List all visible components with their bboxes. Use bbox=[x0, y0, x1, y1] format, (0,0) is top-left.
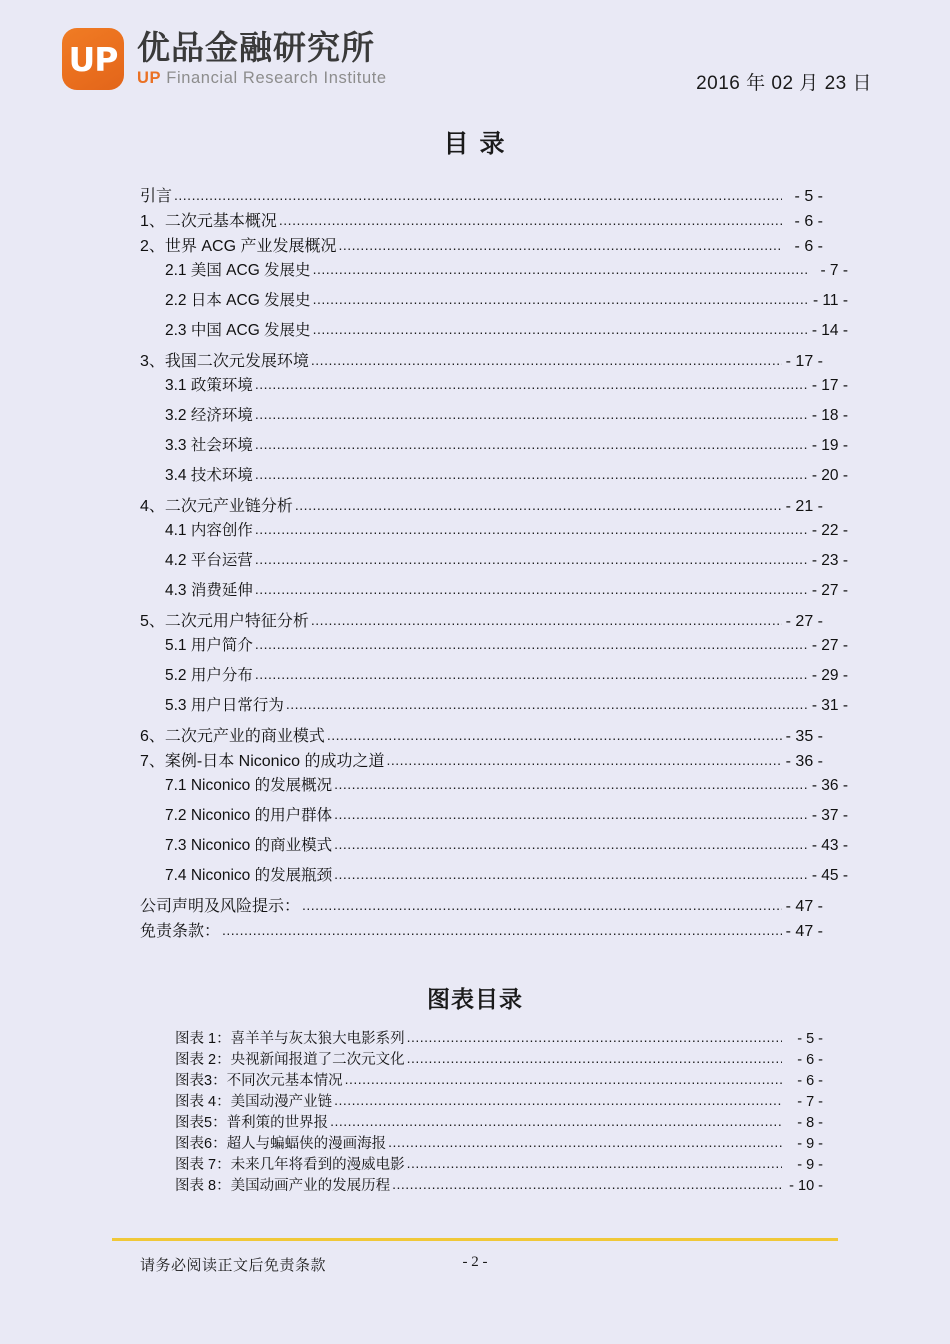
figure-entry[interactable] bbox=[175, 1027, 823, 1048]
toc-entry[interactable] bbox=[140, 493, 823, 518]
figure-entry-page: - 6 - bbox=[797, 1052, 823, 1068]
toc-entry-label: 5.1 用户简介 bbox=[165, 637, 253, 654]
leader-dots bbox=[255, 521, 807, 537]
figure-index-heading: 图表目录 bbox=[427, 986, 523, 1012]
leader-dots bbox=[338, 237, 782, 253]
figure-entry-page: - 9 - bbox=[797, 1157, 823, 1173]
toc-entry[interactable] bbox=[140, 723, 823, 748]
figure-entry-page: - 9 - bbox=[797, 1136, 823, 1152]
leader-dots bbox=[255, 376, 807, 392]
leader-dots bbox=[334, 836, 807, 852]
leader-dots bbox=[386, 752, 782, 768]
toc-entry-page: - 43 - bbox=[811, 837, 848, 854]
toc-entry-label: 4.2 平台运营 bbox=[165, 552, 253, 569]
leader-dots bbox=[255, 636, 807, 652]
toc-entry[interactable] bbox=[140, 833, 848, 863]
figure-entry[interactable] bbox=[175, 1111, 823, 1132]
figure-entry-label: 图表 8：美国动画产业的发展历程 bbox=[175, 1178, 391, 1194]
toc-entry-page: - 36 - bbox=[811, 777, 848, 794]
toc-entry-label: 7.2 Niconico 的用户群体 bbox=[165, 807, 333, 824]
figure-entry-page: - 6 - bbox=[797, 1073, 823, 1089]
leader-dots bbox=[407, 1050, 782, 1066]
leader-dots bbox=[302, 897, 782, 913]
toc-entry-page: - 23 - bbox=[811, 552, 848, 569]
toc-entry-label: 5.3 用户日常行为 bbox=[165, 697, 284, 714]
page-footer bbox=[112, 1252, 838, 1282]
leader-dots bbox=[407, 1155, 782, 1171]
leader-dots bbox=[255, 406, 807, 422]
leader-dots bbox=[279, 212, 782, 228]
toc-entry-page: - 31 - bbox=[811, 697, 848, 714]
brand-logo bbox=[62, 28, 387, 90]
toc-entry-page: - 35 - bbox=[785, 728, 823, 745]
toc-entry-label: 5.2 用户分布 bbox=[165, 667, 253, 684]
toc-entry-page: - 47 - bbox=[785, 898, 823, 915]
footer-disclaimer-note: 请务必阅读正文后免责条款 bbox=[140, 1258, 327, 1274]
figure-entry[interactable] bbox=[175, 1048, 823, 1069]
figure-entry-label: 图表 1：喜羊羊与灰太狼大电影系列 bbox=[175, 1031, 405, 1047]
toc-entry-page: - 6 - bbox=[794, 213, 823, 230]
figure-entry[interactable] bbox=[175, 1090, 823, 1111]
leader-dots bbox=[255, 581, 807, 597]
leader-dots bbox=[295, 497, 782, 513]
toc-entry-page: - 45 - bbox=[811, 867, 848, 884]
figure-entry-label: 图表5：普利策的世界报 bbox=[175, 1115, 329, 1131]
toc-entry-label: 5、二次元用户特征分析 bbox=[140, 613, 309, 630]
toc-entry-label: 7.3 Niconico 的商业模式 bbox=[165, 837, 333, 854]
toc-entry-page: - 36 - bbox=[785, 753, 823, 770]
toc-entry-page: - 18 - bbox=[811, 407, 848, 424]
toc-entry-page: - 29 - bbox=[811, 667, 848, 684]
toc-entry[interactable] bbox=[140, 183, 823, 208]
logo-mark-text: UP bbox=[68, 39, 118, 79]
toc-entry-label: 3.4 技术环境 bbox=[165, 467, 253, 484]
toc-entry[interactable] bbox=[140, 403, 848, 433]
leader-dots bbox=[313, 291, 807, 307]
toc-entry-page: - 7 - bbox=[820, 262, 848, 279]
toc-entry[interactable] bbox=[140, 433, 848, 463]
toc-entry-label: 2.2 日本 ACG 发展史 bbox=[165, 292, 311, 309]
toc-entry[interactable] bbox=[140, 748, 823, 773]
leader-dots bbox=[311, 352, 782, 368]
toc-entry[interactable] bbox=[140, 318, 848, 348]
toc-entry[interactable] bbox=[140, 208, 823, 233]
toc-entry-label: 公司声明及风险提示： bbox=[140, 898, 301, 915]
toc-entry-page: - 14 - bbox=[811, 322, 848, 339]
toc-entry[interactable] bbox=[140, 518, 848, 548]
leader-dots bbox=[286, 696, 807, 712]
toc-entry-label: 引言 bbox=[140, 188, 173, 205]
toc-entry-label: 2.3 中国 ACG 发展史 bbox=[165, 322, 311, 339]
toc-entry[interactable] bbox=[140, 803, 848, 833]
leader-dots bbox=[255, 436, 807, 452]
leader-dots bbox=[311, 612, 782, 628]
brand-text-block bbox=[137, 30, 387, 89]
toc-entry-page: - 19 - bbox=[811, 437, 848, 454]
toc-entry[interactable] bbox=[140, 233, 823, 258]
leader-dots bbox=[388, 1134, 782, 1150]
toc-entry[interactable] bbox=[140, 608, 823, 633]
toc-entry-page: - 17 - bbox=[811, 377, 848, 394]
leader-dots bbox=[392, 1176, 782, 1192]
figure-entry-label: 图表 2：央视新闻报道了二次元文化 bbox=[175, 1052, 405, 1068]
leader-dots bbox=[222, 922, 782, 938]
toc-entry-label: 4、二次元产业链分析 bbox=[140, 498, 293, 515]
leader-dots bbox=[334, 776, 807, 792]
toc-entry-label: 3.1 政策环境 bbox=[165, 377, 253, 394]
toc-entry-page: - 20 - bbox=[811, 467, 848, 484]
toc-entry-page: - 27 - bbox=[811, 637, 848, 654]
toc-entry-page: - 11 - bbox=[812, 292, 848, 309]
brand-name-en bbox=[137, 69, 387, 89]
figure-entry-label: 图表3：不同次元基本情况 bbox=[175, 1073, 343, 1089]
brand-name-cn: 优品金融研究所 bbox=[137, 28, 375, 66]
toc-heading: 目 录 bbox=[443, 130, 507, 158]
figure-entry[interactable] bbox=[175, 1069, 823, 1090]
toc-entry-page: - 47 - bbox=[785, 923, 823, 940]
figure-entry-label: 图表 4：美国动漫产业链 bbox=[175, 1094, 333, 1110]
footer-page-number: - 2 - bbox=[462, 1254, 488, 1270]
toc-entry[interactable] bbox=[140, 918, 823, 943]
up-logo-icon bbox=[62, 28, 124, 90]
toc-entry[interactable] bbox=[140, 663, 848, 693]
toc-entry-page: - 27 - bbox=[811, 582, 848, 599]
toc-entry-label: 4.3 消费延伸 bbox=[165, 582, 253, 599]
leader-dots bbox=[327, 727, 782, 743]
leader-dots bbox=[334, 806, 807, 822]
toc-entry-label: 7.4 Niconico 的发展瓶颈 bbox=[165, 867, 333, 884]
leader-dots bbox=[313, 321, 807, 337]
figure-entry[interactable] bbox=[175, 1132, 823, 1153]
footer-divider bbox=[112, 1238, 838, 1241]
toc-entry-label: 3、我国二次元发展环境 bbox=[140, 353, 309, 370]
toc-entry-label: 3.3 社会环境 bbox=[165, 437, 253, 454]
leader-dots bbox=[330, 1113, 782, 1129]
document-date: 2016 年 02 月 23 日 bbox=[696, 73, 872, 94]
toc-entry[interactable] bbox=[140, 258, 848, 288]
toc-entry-page: - 5 - bbox=[794, 188, 823, 205]
toc-entry[interactable] bbox=[140, 288, 848, 318]
figure-entry-page: - 7 - bbox=[797, 1094, 823, 1110]
toc-entry-page: - 6 - bbox=[794, 238, 823, 255]
leader-dots bbox=[334, 866, 807, 882]
toc-entry-page: - 27 - bbox=[785, 613, 823, 630]
figure-entry-page: - 10 - bbox=[789, 1178, 823, 1194]
brand-name-en-accent: UP bbox=[137, 68, 162, 87]
leader-dots bbox=[407, 1029, 782, 1045]
toc-entry[interactable] bbox=[140, 863, 848, 893]
figure-entry-label: 图表6：超人与蝙蝠侠的漫画海报 bbox=[175, 1136, 387, 1152]
toc-entry-label: 3.2 经济环境 bbox=[165, 407, 253, 424]
toc-entry-page: - 37 - bbox=[811, 807, 848, 824]
toc-entry[interactable] bbox=[140, 893, 823, 918]
toc-entry-label: 7.1 Niconico 的发展概况 bbox=[165, 777, 333, 794]
toc-entry-label: 免责条款： bbox=[140, 923, 221, 940]
leader-dots bbox=[345, 1071, 782, 1087]
toc-entry-label: 2.1 美国 ACG 发展史 bbox=[165, 262, 311, 279]
toc-entry[interactable] bbox=[140, 463, 848, 493]
toc-entry[interactable] bbox=[140, 548, 848, 578]
toc-entry-label: 4.1 内容创作 bbox=[165, 522, 253, 539]
toc-entry-label: 7、案例-日本 Niconico 的成功之道 bbox=[140, 753, 385, 770]
toc-entry-label: 6、二次元产业的商业模式 bbox=[140, 728, 325, 745]
table-of-contents bbox=[140, 183, 848, 943]
toc-entry-page: - 21 - bbox=[785, 498, 823, 515]
toc-entry[interactable] bbox=[140, 578, 848, 608]
figure-index-list bbox=[175, 1027, 823, 1195]
toc-entry[interactable] bbox=[140, 693, 848, 723]
toc-entry[interactable] bbox=[140, 633, 848, 663]
leader-dots bbox=[255, 666, 807, 682]
leader-dots bbox=[334, 1092, 782, 1108]
figure-entry-label: 图表 7：未来几年将看到的漫威电影 bbox=[175, 1157, 405, 1173]
toc-entry-label: 1、二次元基本概况 bbox=[140, 213, 277, 230]
toc-entry-label: 2、世界 ACG 产业发展概况 bbox=[140, 238, 337, 255]
toc-entry[interactable] bbox=[140, 773, 848, 803]
toc-entry-page: - 22 - bbox=[811, 522, 848, 539]
figure-entry[interactable] bbox=[175, 1153, 823, 1174]
figure-entry[interactable] bbox=[175, 1174, 823, 1195]
toc-entry[interactable] bbox=[140, 373, 848, 403]
figure-entry-page: - 8 - bbox=[797, 1115, 823, 1131]
leader-dots bbox=[255, 551, 807, 567]
toc-entry[interactable] bbox=[140, 348, 823, 373]
page-header bbox=[0, 0, 950, 118]
figure-entry-page: - 5 - bbox=[797, 1031, 823, 1047]
leader-dots bbox=[255, 466, 807, 482]
toc-entry-page: - 17 - bbox=[785, 353, 823, 370]
leader-dots bbox=[174, 187, 782, 203]
brand-name-en-rest: Financial Research Institute bbox=[161, 68, 387, 87]
leader-dots bbox=[313, 261, 807, 277]
